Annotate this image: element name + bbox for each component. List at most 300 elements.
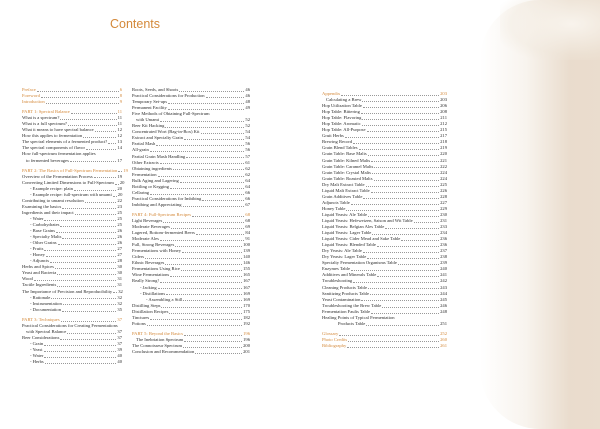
toc-page-number: 27 xyxy=(117,246,122,252)
toc-page-number: 169 xyxy=(243,296,250,302)
toc-page-number: 6 xyxy=(119,87,122,92)
toc-entry-title: Imbibing and Appreciating xyxy=(132,201,182,207)
dot-leader xyxy=(196,234,245,235)
toc-entry-title: - Honey xyxy=(30,252,45,258)
toc-page-number: 35 xyxy=(117,306,122,312)
toc-page-number: 146 xyxy=(243,260,250,266)
toc-entry-title: Liquid Yeasts: Hefeweizen, Saison and Wit Table xyxy=(322,217,413,223)
toc-page-number: 211 xyxy=(440,115,447,121)
toc-entry-title: Liquid Yeasts: Belgian Ales Table xyxy=(322,224,385,230)
dot-leader xyxy=(62,238,116,239)
toc-entry-title: Ingredients and their impact xyxy=(22,209,74,215)
toc-page-number: 61 xyxy=(245,159,250,165)
toc-entry-title: - Grain xyxy=(30,340,44,346)
toc-entry-title: Potions xyxy=(132,320,146,326)
toc-entry-title: The spectral elements of a fermented product? xyxy=(22,139,108,145)
toc-entry-title: PART 2: The Basics of Full-Spectrum Fermentation xyxy=(22,167,118,173)
dot-leader xyxy=(46,256,116,257)
dot-leader xyxy=(362,125,439,126)
dot-leader xyxy=(363,198,439,199)
toc-page-number: 19 xyxy=(117,173,122,179)
toc-page-number: 8 xyxy=(119,93,122,99)
dot-leader xyxy=(398,264,439,265)
dot-leader xyxy=(345,137,439,138)
toc-page-number: 54 xyxy=(245,129,250,135)
dot-leader xyxy=(368,155,439,156)
toc-page-number: 217 xyxy=(440,133,447,139)
dot-leader xyxy=(118,171,122,172)
dot-leader xyxy=(55,268,117,269)
toc-entry-title: Glossary xyxy=(322,330,339,336)
toc-page-number: 66 xyxy=(245,189,250,195)
toc-entry-title: - Documentation xyxy=(30,306,61,312)
toc-entry-title: Moderate Beverages xyxy=(132,224,170,230)
dot-leader xyxy=(348,341,439,342)
dot-leader xyxy=(201,133,245,134)
dot-leader xyxy=(186,157,244,158)
toc-page-number: 139 xyxy=(243,248,250,254)
dot-leader xyxy=(147,325,242,326)
toc-page-number: 37 xyxy=(117,316,122,322)
toc-page-number: 219 xyxy=(440,145,447,151)
dot-leader xyxy=(57,286,116,287)
toc-entry-title: - Carbohydrates xyxy=(30,221,60,227)
toc-entry[interactable] xyxy=(22,359,122,365)
dot-leader xyxy=(60,226,116,227)
toc-entry-title: Photo Credits xyxy=(322,336,348,342)
toc-entry-title: to fermented beverages xyxy=(26,157,69,163)
toc-entry-title: Preface xyxy=(22,87,36,92)
toc-entry-title: Specialty Fermentation Organisms Table xyxy=(322,260,397,266)
toc-entry-title: - Example recipe: full-spectrum with umami xyxy=(30,191,112,197)
toc-page-number: 39 xyxy=(117,346,122,352)
dot-leader xyxy=(372,173,439,174)
dot-leader xyxy=(175,246,242,247)
toc-page-number: 222 xyxy=(440,163,447,169)
toc-entry-title: Brewing Record xyxy=(322,139,353,145)
toc-page-number: 84 xyxy=(245,230,250,236)
toc-entry-title: - Specialty Malts xyxy=(30,234,62,240)
dot-leader xyxy=(169,313,242,314)
toc-entry-title: Grain Table: Caramel Malts xyxy=(322,163,374,169)
toc-entry-title: Grain Additives Table xyxy=(322,193,363,199)
toc-entry-title: - Herbs xyxy=(30,359,44,365)
toc-page-number: 13 xyxy=(117,139,122,145)
toc-page-number: 243 xyxy=(440,284,447,290)
toc-page-number: 64 xyxy=(245,177,250,183)
toc-page-number: 218 xyxy=(440,139,447,145)
toc-entry-title: Dry Malt Extract Table xyxy=(322,181,365,187)
dot-leader xyxy=(367,258,439,259)
toc-entry-title: - Assembling a Still xyxy=(146,296,183,302)
toc-page-number: 140 xyxy=(243,254,250,260)
dot-leader xyxy=(160,163,245,164)
dot-leader xyxy=(368,216,439,217)
dot-leader xyxy=(202,200,244,201)
toc-entry-title: Wine Fermentations xyxy=(132,272,170,278)
toc-column-2 xyxy=(132,87,250,355)
toc-entry-title: Fermentation Faults Table xyxy=(322,308,371,314)
toc-entry-title: Bibliography xyxy=(322,342,347,348)
toc-entry-title: - Fruits xyxy=(30,246,44,252)
dot-leader xyxy=(179,91,244,92)
toc-page-number: 26 xyxy=(117,228,122,234)
toc-page-number: 12 xyxy=(117,127,122,133)
toc-page-number: 20 xyxy=(117,185,122,191)
toc-entry-title: Liquid Yeasts: Lager Table xyxy=(322,230,372,236)
toc-page-number: 26 xyxy=(117,240,122,246)
toc-page-number: 46 xyxy=(245,87,250,92)
toc-page-number: 230 xyxy=(440,211,447,217)
toc-page-number: 165 xyxy=(243,272,250,278)
toc-entry-title: Dry Yeasts: Ale Table xyxy=(322,248,362,254)
toc-page-number: 224 xyxy=(440,175,447,181)
toc-entry-title: Grain Table: Base Malts xyxy=(322,151,367,157)
toc-page-number: 40 xyxy=(117,352,122,358)
dot-leader xyxy=(181,270,242,271)
toc-entry-title: Troubleshooting the Brew Table xyxy=(322,302,382,308)
toc-entry-title: Tinctures xyxy=(132,314,150,320)
toc-page-number: 242 xyxy=(440,278,447,284)
toc-entry-title: Liquid Malt Extract Table xyxy=(322,187,370,193)
toc-entry-title: Beer Considerations xyxy=(22,334,60,340)
dot-leader xyxy=(370,294,439,295)
toc-entry-title: PART 4: Full-Spectrum Recipes xyxy=(132,211,192,217)
dot-leader xyxy=(182,252,242,253)
toc-page-number: 239 xyxy=(440,260,447,266)
toc-page-number: 196 xyxy=(243,336,250,342)
toc-entry-title: Partial Grain Mash Handling xyxy=(132,153,186,159)
dot-leader xyxy=(115,184,119,185)
dot-leader xyxy=(371,192,439,193)
toc-page-number: 62 xyxy=(245,171,250,177)
toc-page-number: 226 xyxy=(440,187,447,193)
dot-leader xyxy=(166,294,242,295)
toc-entry-title: Products Table xyxy=(338,320,366,326)
toc-entry-title: Liquid Yeasts: Ale Table xyxy=(322,211,368,217)
dot-leader xyxy=(195,353,242,354)
toc-page-number: 196 xyxy=(243,330,250,336)
toc-entry-title: Fermentations with Honey xyxy=(132,248,181,254)
dot-leader xyxy=(160,121,244,122)
toc-entry-title: How this applies to fermentation xyxy=(22,133,83,139)
toc-entry-title: What it means to have spectral balance xyxy=(22,127,94,133)
dot-leader xyxy=(165,264,242,265)
toc-page-number: 30 xyxy=(117,270,122,276)
toc-entry-title: Cleaning Products Table xyxy=(322,284,368,290)
toc-entry-title: How full-spectrum fermentation applies xyxy=(22,151,96,157)
dot-leader xyxy=(57,274,116,275)
toc-page-number: 155 xyxy=(243,266,250,272)
toc-page-number: 237 xyxy=(440,248,447,254)
toc-entry-title: Cellaring xyxy=(132,189,150,195)
toc-entry-title: Moderate Ales xyxy=(132,236,159,242)
toc-page-number: 62 xyxy=(245,165,250,171)
toc-page-number: 20 xyxy=(119,179,125,185)
dot-leader xyxy=(75,214,117,215)
toc-entry-title: Enzymes Table xyxy=(322,266,351,272)
toc-page-number: 11 xyxy=(117,109,122,115)
toc-page-number: 261 xyxy=(440,342,447,348)
toc-entry-title: Lagered, Bottom-fermented Beers xyxy=(132,230,195,236)
toc-page-number: 167 xyxy=(243,284,250,290)
dot-leader xyxy=(353,282,439,283)
toc-page-number: 248 xyxy=(440,308,447,314)
dot-leader xyxy=(62,311,116,312)
toc-page-number: 212 xyxy=(440,121,447,127)
toc-entry-title: Liquid Yeasts: Cider Mead and Sake Table xyxy=(322,236,401,242)
toc-entry-title: Roots, Seeds, and Shoots xyxy=(132,87,179,92)
toc-entry-title: Wood xyxy=(22,276,33,282)
toc-page-number: 206 xyxy=(440,103,447,109)
toc-page-number: 192 xyxy=(243,320,250,326)
toc-page-number: 31 xyxy=(117,282,122,288)
toc-page-number: 224 xyxy=(440,169,447,175)
toc-page-number: 236 xyxy=(440,236,447,242)
dot-leader xyxy=(150,151,245,152)
toc-entry-title: with Spectral Balance xyxy=(26,328,67,334)
dot-leader xyxy=(158,288,242,289)
toc-page-number: 68 xyxy=(245,211,250,217)
dot-leader xyxy=(368,288,439,289)
toc-entry-title: with Umami xyxy=(136,117,160,123)
toc-page-number: 11 xyxy=(117,115,122,121)
toc-entry-title: Bottling or Kegging xyxy=(132,183,170,189)
dot-leader xyxy=(160,282,242,283)
toc-entry-title: Adjuncts Table xyxy=(322,199,350,205)
toc-entry-title: Appendix xyxy=(322,91,341,96)
toc-page-number: 54 xyxy=(245,135,250,141)
toc-entry-title: Full, Strong Beverages xyxy=(132,242,175,248)
toc-entry[interactable] xyxy=(322,321,447,327)
toc-entry-title: What is a full spectrum? xyxy=(22,121,67,127)
toc-page-number: 69 xyxy=(245,224,250,230)
toc-entry-title: Light Beverages xyxy=(132,217,163,223)
dot-leader xyxy=(161,307,242,308)
toc-entry[interactable] xyxy=(322,343,447,349)
toc-entry-title: Honey Table xyxy=(322,205,346,211)
toc-entry[interactable] xyxy=(132,321,250,327)
dot-leader xyxy=(61,321,117,322)
toc-page-number: 12 xyxy=(117,133,122,139)
toc-entry-title: Introduction xyxy=(22,99,45,105)
dot-leader xyxy=(71,113,117,114)
toc-column-1 xyxy=(22,87,128,365)
dot-leader xyxy=(362,101,439,102)
beer-foam-photo xyxy=(500,0,600,60)
dot-leader xyxy=(173,169,244,170)
dot-leader xyxy=(382,307,439,308)
toc-page-number: 236 xyxy=(440,242,447,248)
toc-entry[interactable] xyxy=(132,202,250,208)
dot-leader xyxy=(165,127,244,128)
toc-page-number: 234 xyxy=(440,230,447,236)
dot-leader xyxy=(34,280,117,281)
toc-page-number: 27 xyxy=(117,252,122,258)
toc-entry-title: Hop Utilization Table xyxy=(322,103,362,109)
dot-leader xyxy=(192,216,244,217)
toc-page-number: 56 xyxy=(245,141,250,147)
dot-leader xyxy=(367,131,440,132)
toc-entry[interactable] xyxy=(22,158,122,164)
toc-page-number: 9 xyxy=(119,99,122,105)
dot-leader xyxy=(86,149,116,150)
dot-leader xyxy=(377,246,439,247)
toc-page-number: 56 xyxy=(245,147,250,153)
toc-entry-title: The spectral components of flavor xyxy=(22,145,86,151)
toc-entry-title: Dry Yeasts: Lager Table xyxy=(322,254,367,260)
toc-entry-title: Ethnic Beverages xyxy=(132,260,165,266)
dot-leader xyxy=(156,145,244,146)
toc-page-number: 52 xyxy=(245,123,250,129)
toc-page-number: 167 xyxy=(243,278,250,284)
dot-leader xyxy=(44,345,116,346)
dot-leader xyxy=(68,125,117,126)
dot-leader xyxy=(58,244,117,245)
toc-entry[interactable] xyxy=(22,99,122,105)
dot-leader xyxy=(50,262,116,263)
dot-leader xyxy=(184,341,242,342)
toc-page-number: 30 xyxy=(117,264,122,270)
toc-page-number: 31 xyxy=(117,276,122,282)
dot-leader xyxy=(60,339,116,340)
dot-leader xyxy=(414,222,439,223)
dot-leader xyxy=(113,196,117,197)
toc-page-number: 215 xyxy=(440,127,447,133)
toc-page-number: 64 xyxy=(245,183,250,189)
dot-leader xyxy=(51,298,116,299)
dot-leader xyxy=(44,357,116,358)
dot-leader xyxy=(56,232,116,233)
dot-leader xyxy=(108,143,116,144)
toc-page-number: 246 xyxy=(440,302,447,308)
dot-leader xyxy=(371,313,439,314)
dot-leader xyxy=(170,276,242,277)
toc-entry[interactable] xyxy=(22,307,122,313)
toc-page-number: 233 xyxy=(440,224,447,230)
toc-entry-title: Examining the basics xyxy=(22,203,62,209)
toc-page-number: 67 xyxy=(245,201,250,207)
dot-leader xyxy=(170,188,244,189)
toc-page-number: 22 xyxy=(117,197,122,203)
dot-leader xyxy=(374,167,439,168)
dot-leader xyxy=(158,176,245,177)
toc-entry-title: Grain Table: Kilned Malts xyxy=(322,157,371,163)
toc-page-number: 17 xyxy=(117,157,122,163)
dot-leader xyxy=(85,202,117,203)
dot-leader xyxy=(160,240,244,241)
toc-entry-title: Yeast Contamination xyxy=(322,296,361,302)
toc-entry-title: Ciders xyxy=(132,254,144,260)
toc-entry-title: Temporary Set-ups xyxy=(132,99,168,105)
toc-page-number: 200 xyxy=(243,342,250,348)
dot-leader xyxy=(44,250,116,251)
dot-leader xyxy=(347,347,439,348)
dot-leader xyxy=(371,161,439,162)
dot-leader xyxy=(339,335,439,336)
toc-page-number: 203 xyxy=(440,97,447,103)
toc-page-number: 68 xyxy=(245,217,250,223)
toc-entry[interactable] xyxy=(132,349,250,355)
toc-entry-title: Permanent Facility xyxy=(132,105,167,111)
toc-page-number: 220 xyxy=(440,151,447,157)
beer-glass-photo xyxy=(480,0,600,429)
dot-leader xyxy=(341,95,439,96)
toc-entry-title: Grain Table: Roasted Malts xyxy=(322,175,373,181)
toc-entry-title: Troubleshooting xyxy=(322,278,353,284)
toc-entry-title: What is a spectrum? xyxy=(22,115,60,121)
toc-page-number: 52 xyxy=(245,117,250,123)
toc-entry-title: - Rationale xyxy=(30,294,51,300)
toc-entry-title: Grain Table: Crystal Malts xyxy=(322,169,371,175)
dot-leader xyxy=(374,180,440,181)
page-title: Contents xyxy=(110,17,161,31)
toc-page-number: 169 xyxy=(243,290,250,296)
toc-page-number: 66 xyxy=(245,195,250,201)
toc-page-number: 203 xyxy=(440,91,447,96)
toc-entry-title: - Example recipe: plain xyxy=(30,185,73,191)
toc-entry-title: Sanitizing Products Table xyxy=(322,290,370,296)
toc-entry-title: The Connoisseur Spectrum xyxy=(132,342,183,348)
toc-entry-title: PART 3: Techniques xyxy=(22,316,60,322)
toc-entry-title: Hop Table: Aromatic xyxy=(322,121,361,127)
toc-entry-title: Hop Table: Flavoring xyxy=(322,115,362,121)
toc-entry-title: Extract and Specialty Grain xyxy=(132,135,183,141)
toc-entry-title: Conclusion and Recommendation xyxy=(132,348,195,354)
toc-page-number: 25 xyxy=(117,215,122,221)
toc-page-number: 231 xyxy=(440,217,447,223)
toc-entry-title: Converting Limited Dimensions to Full-Spectrum xyxy=(22,179,114,185)
toc-entry-title: - Base Grains xyxy=(30,228,56,234)
toc-page-number: 225 xyxy=(440,181,447,187)
dot-leader xyxy=(351,270,439,271)
dot-leader xyxy=(366,325,439,326)
toc-entry-title: Healing Points of Typical Fermentation xyxy=(322,314,395,320)
toc-page-number: 241 xyxy=(440,272,447,278)
toc-entry-title: Grain Blend Tables xyxy=(322,145,358,151)
toc-page-number: 252 xyxy=(440,330,447,336)
toc-entry-title: Herbs and Spices xyxy=(22,264,54,270)
toc-page-number: 26 xyxy=(117,234,122,240)
toc-entry-title: Additives and Minerals Table xyxy=(322,272,377,278)
toc-entry-title: Fermentation xyxy=(132,171,157,177)
dot-leader xyxy=(163,222,244,223)
dot-leader xyxy=(63,304,117,305)
dot-leader xyxy=(184,139,245,140)
toc-page-number: 228 xyxy=(440,193,447,199)
toc-entry-title: PART 5: Beyond the Basics xyxy=(132,330,184,336)
toc-entry-title: Practical Considerations for Imbibing xyxy=(132,195,202,201)
toc-entry-title: Beer Kit Hacking xyxy=(132,123,165,129)
toc-entry-title: Liquid Yeasts: Blended Table xyxy=(322,242,376,248)
toc-entry-title: - Other Grains xyxy=(30,240,57,246)
dot-leader xyxy=(171,228,245,229)
toc-entry-title: Tactile Ingredients xyxy=(22,282,57,288)
dot-leader xyxy=(62,208,116,209)
toc-entry-title: The Importance of Precision and Reproducibility xyxy=(22,288,113,294)
toc-page-number: 46 xyxy=(245,93,250,99)
toc-entry-title: Concentrated Wort (Bag-in-Box) Kit xyxy=(132,129,200,135)
dot-leader xyxy=(95,131,117,132)
toc-page-number: 40 xyxy=(117,359,122,365)
dot-leader xyxy=(385,228,439,229)
toc-column-3 xyxy=(322,87,447,349)
toc-entry-title: Yeast and Bacteria xyxy=(22,270,57,276)
toc-page-number: 49 xyxy=(245,105,250,111)
toc-entry-title: - Jacking xyxy=(140,284,157,290)
toc-page-number: 28 xyxy=(117,258,122,264)
dot-leader xyxy=(183,347,242,348)
